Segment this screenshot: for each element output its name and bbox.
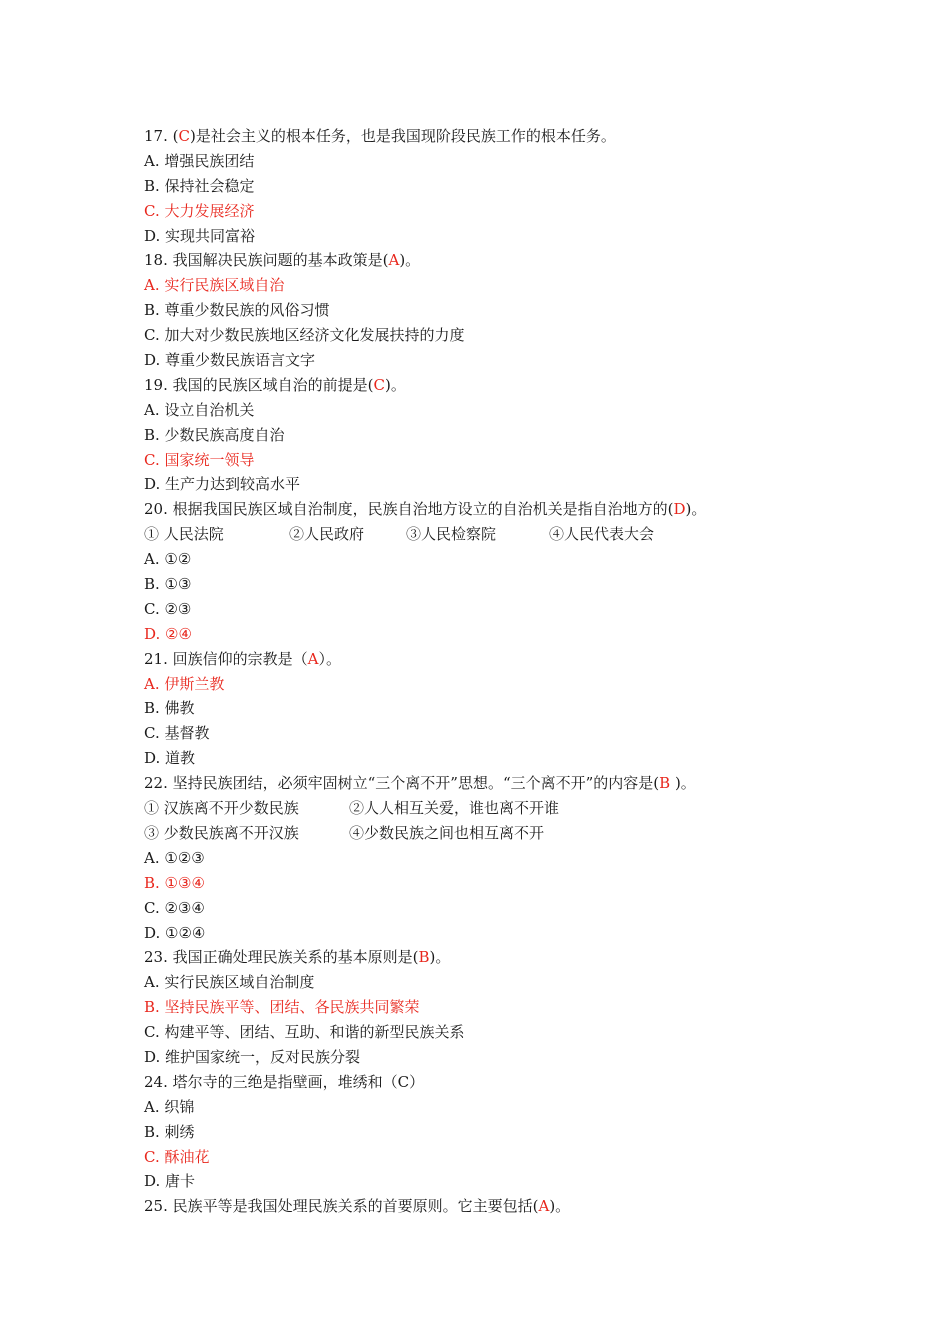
statement-item: ① 汉族离不开少数民族 bbox=[144, 799, 299, 818]
question-text: )是社会主义的根本任务，也是我国现阶段民族工作的根本任务。 bbox=[189, 127, 616, 145]
question-text: )。 bbox=[399, 251, 421, 270]
option: B. 尊重少数民族的风俗习惯 bbox=[144, 301, 330, 320]
answer-key: B bbox=[659, 774, 671, 793]
correct-option: C. 酥油花 bbox=[144, 1147, 210, 1166]
option: A. 增强民族团结 bbox=[144, 151, 255, 170]
statement-row bbox=[144, 821, 844, 846]
question-text: )。 bbox=[549, 1197, 571, 1216]
correct-option: C. 大力发展经济 bbox=[144, 201, 255, 220]
option: A. 织锦 bbox=[144, 1097, 195, 1116]
correct-option: D. ②④ bbox=[144, 624, 192, 643]
question-stem bbox=[144, 1070, 844, 1095]
answer-key: C bbox=[178, 127, 190, 145]
answer-key: A bbox=[388, 251, 400, 270]
statement-item: ③人民检察院 bbox=[406, 525, 497, 544]
question-stem bbox=[144, 1194, 844, 1219]
answer-key: B bbox=[418, 948, 430, 967]
option: C. ②③ bbox=[144, 599, 192, 618]
statement-row bbox=[144, 522, 844, 547]
option: A. 实行民族区域自治制度 bbox=[144, 973, 315, 992]
question-stem bbox=[144, 771, 844, 796]
question-text: 25. 民族平等是我国处理民族关系的首要原则。它主要包括( bbox=[144, 1197, 539, 1216]
option: D. 实现共同富裕 bbox=[144, 226, 256, 245]
question-stem bbox=[144, 373, 844, 398]
correct-option: B. 坚持民族平等、团结、各民族共同繁荣 bbox=[144, 998, 420, 1017]
option: D. 道教 bbox=[144, 749, 196, 768]
question-text: 21. 回族信仰的宗教是（ bbox=[144, 649, 308, 668]
question-text: 20. 根据我国民族区域自治制度，民族自治地方设立的自治机关是指自治地方的( bbox=[144, 500, 674, 519]
question-text: )。 bbox=[685, 500, 707, 519]
correct-option: C. 国家统一领导 bbox=[144, 450, 255, 469]
question-stem bbox=[144, 647, 844, 672]
question-text: 17. ( bbox=[144, 127, 179, 145]
option: A. 设立自治机关 bbox=[144, 400, 255, 419]
option: D. ①②④ bbox=[144, 923, 206, 942]
answer-key: D bbox=[673, 500, 686, 519]
option: D. 尊重少数民族语言文字 bbox=[144, 351, 316, 370]
answer-key: A bbox=[538, 1197, 550, 1216]
statement-item: ②人人相互关爱，谁也离不开谁 bbox=[349, 799, 560, 818]
question-text: 22. 坚持民族团结，必须牢固树立“三个离不开”思想。“三个离不开”的内容是( bbox=[144, 774, 660, 793]
option: C. 构建平等、团结、互助、和谐的新型民族关系 bbox=[144, 1023, 465, 1042]
option: C. ②③④ bbox=[144, 898, 205, 917]
question-text: 18. 我国解决民族问题的基本政策是( bbox=[144, 251, 389, 270]
option: B. 佛教 bbox=[144, 699, 195, 718]
question-text: )。 bbox=[384, 375, 406, 394]
statement-item: ③ 少数民族离不开汉族 bbox=[144, 823, 299, 842]
option: D. 维护国家统一，反对民族分裂 bbox=[144, 1047, 361, 1066]
statement-row bbox=[144, 796, 844, 821]
option: B. 保持社会稳定 bbox=[144, 176, 255, 195]
option: B. 少数民族高度自治 bbox=[144, 425, 285, 444]
option: B. 刺绣 bbox=[144, 1122, 195, 1141]
question-stem bbox=[144, 945, 844, 970]
option: C. 加大对少数民族地区经济文化发展扶持的力度 bbox=[144, 326, 465, 345]
question-text: 23. 我国正确处理民族关系的基本原则是( bbox=[144, 948, 419, 967]
question-text: 24. 塔尔寺的三绝是指壁画，堆绣和（C） bbox=[144, 1072, 425, 1091]
question-text: )。 bbox=[429, 948, 451, 967]
option: A. ①②③ bbox=[144, 848, 205, 867]
correct-option: A. 实行民族区域自治 bbox=[144, 276, 285, 295]
answer-key: A bbox=[307, 649, 319, 668]
question-text: 19. 我国的民族区域自治的前提是( bbox=[144, 375, 374, 394]
answer-key: C bbox=[373, 375, 385, 394]
option: C. 基督教 bbox=[144, 724, 210, 743]
question-stem bbox=[144, 124, 844, 149]
statement-item: ④人民代表大会 bbox=[549, 525, 655, 544]
question-text: ）。 bbox=[318, 649, 341, 668]
question-text: )。 bbox=[670, 774, 696, 793]
correct-option: B. ①③④ bbox=[144, 873, 205, 892]
statement-item: ① 人民法院 bbox=[144, 525, 224, 544]
document-page bbox=[144, 124, 844, 1219]
statement-item: ④少数民族之间也相互离不开 bbox=[349, 823, 545, 842]
option: A. ①② bbox=[144, 550, 192, 569]
option: D. 唐卡 bbox=[144, 1172, 196, 1191]
statement-item: ②人民政府 bbox=[289, 525, 365, 544]
option: B. ①③ bbox=[144, 575, 192, 594]
option: D. 生产力达到较高水平 bbox=[144, 475, 301, 494]
correct-option: A. 伊斯兰教 bbox=[144, 674, 225, 693]
question-stem bbox=[144, 248, 844, 273]
question-stem bbox=[144, 497, 844, 522]
